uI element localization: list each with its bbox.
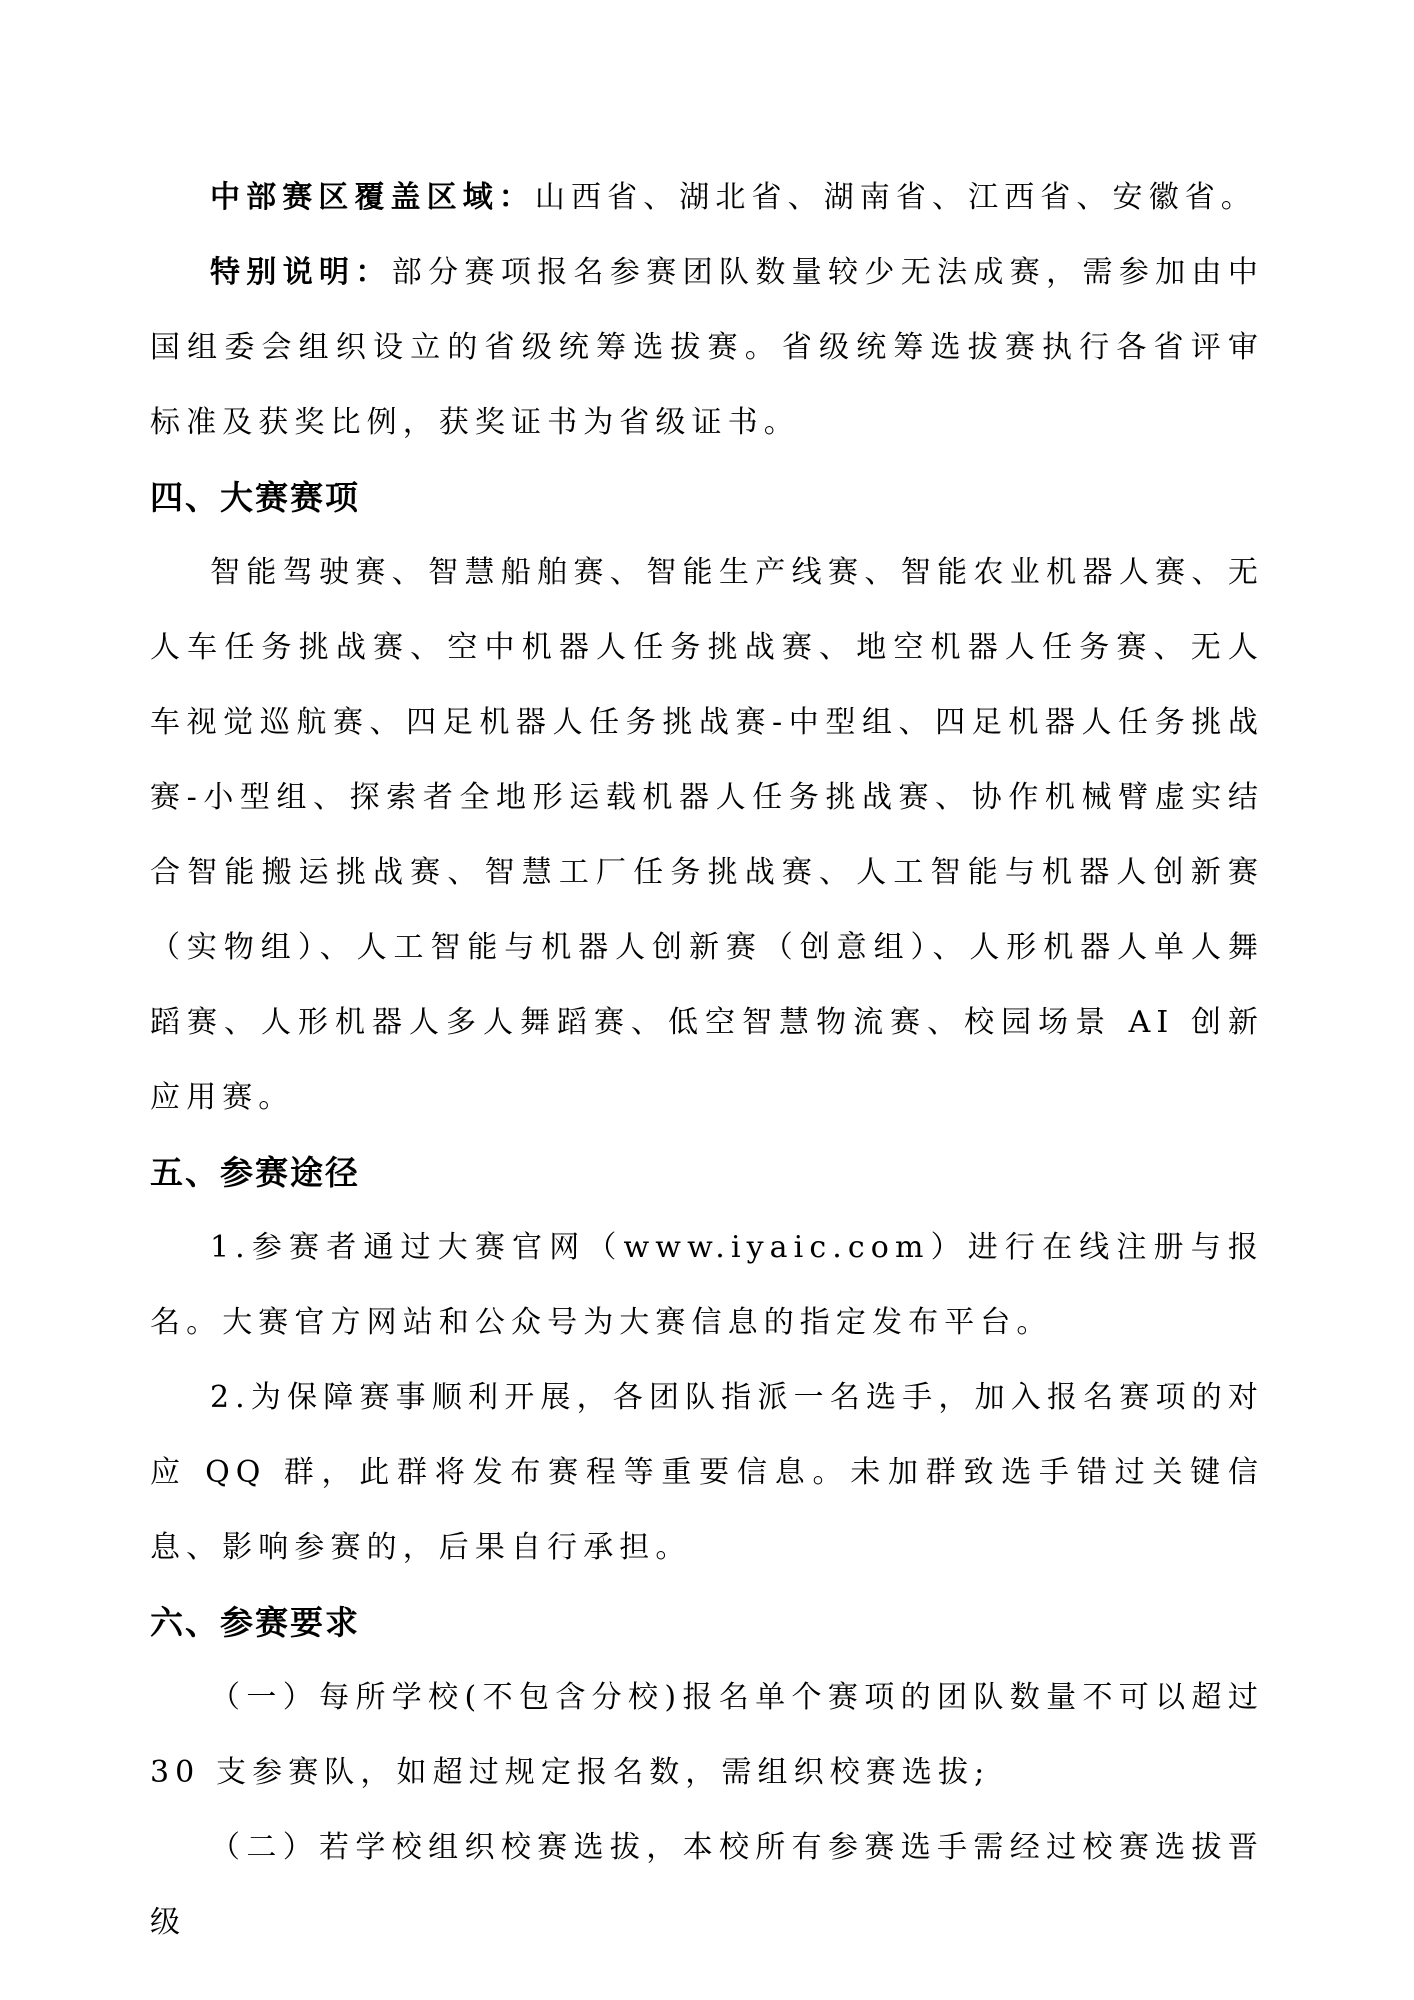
- paragraph-special-note: [150, 235, 1264, 460]
- section-heading-participation-channels: 五、参赛途径: [150, 1153, 360, 1192]
- paragraph-requirement-two: （二）若学校组织校赛选拔，本校所有参赛选手需经过校赛选拔晋级: [150, 1830, 1264, 1940]
- paragraph-qq-group-notice: 2.为保障赛事顺利开展，各团队指派一名选手，加入报名赛项的对应 QQ 群，此群将发布赛程等重要信息。未加群致选手错过关键信息、影响参赛的，后果自行承担。: [150, 1380, 1264, 1565]
- paragraph-lead: 中部赛区覆盖区域：: [210, 180, 535, 215]
- section-heading-participation-requirements: 六、参赛要求: [150, 1603, 360, 1642]
- paragraph-registration-website: 1.参赛者通过大赛官网（www.iyaic.com）进行在线注册与报名。大赛官方网站和公众号为大赛信息的指定发布平台。: [150, 1230, 1264, 1340]
- paragraph-requirement-one: （一）每所学校(不包含分校)报名单个赛项的团队数量不可以超过 30 支参赛队，如超过规定报名数，需组织校赛选拔;: [150, 1680, 1264, 1790]
- paragraph-lead: 特别说明：: [210, 255, 392, 290]
- paragraph-central-region-coverage: [150, 160, 1264, 235]
- section-heading-competition-events: 四、大赛赛项: [150, 478, 360, 517]
- paragraph-event-list: 智能驾驶赛、智慧船舶赛、智能生产线赛、智能农业机器人赛、无人车任务挑战赛、空中机器人任务挑战赛、地空机器人任务赛、无人车视觉巡航赛、四足机器人任务挑战赛-中型组、四足机器人任务挑战赛-小型组、探索者全地形运载机器人任务挑战赛、协作机械臂虚实结合智能搬运挑战赛、智慧工厂任务挑战赛、人工智能与机器人创新赛（实物组）、人工智能与机器人创新赛（创意组）、人形机器人单人舞蹈赛、人形机器人多人舞蹈赛、低空智慧物流赛、校园场景 AI 创新应用赛。: [150, 555, 1264, 1115]
- paragraph-text: 山西省、湖北省、湖南省、江西省、安徽省。: [534, 180, 1257, 215]
- document-page: [150, 160, 1264, 1960]
- paragraph-text: 部分赛项报名参赛团队数量较少无法成赛，需参加由中国组委会组织设立的省级统筹选拔赛。省级统筹选拔赛执行各省评审标准及获奖比例，获奖证书为省级证书。: [150, 255, 1265, 440]
